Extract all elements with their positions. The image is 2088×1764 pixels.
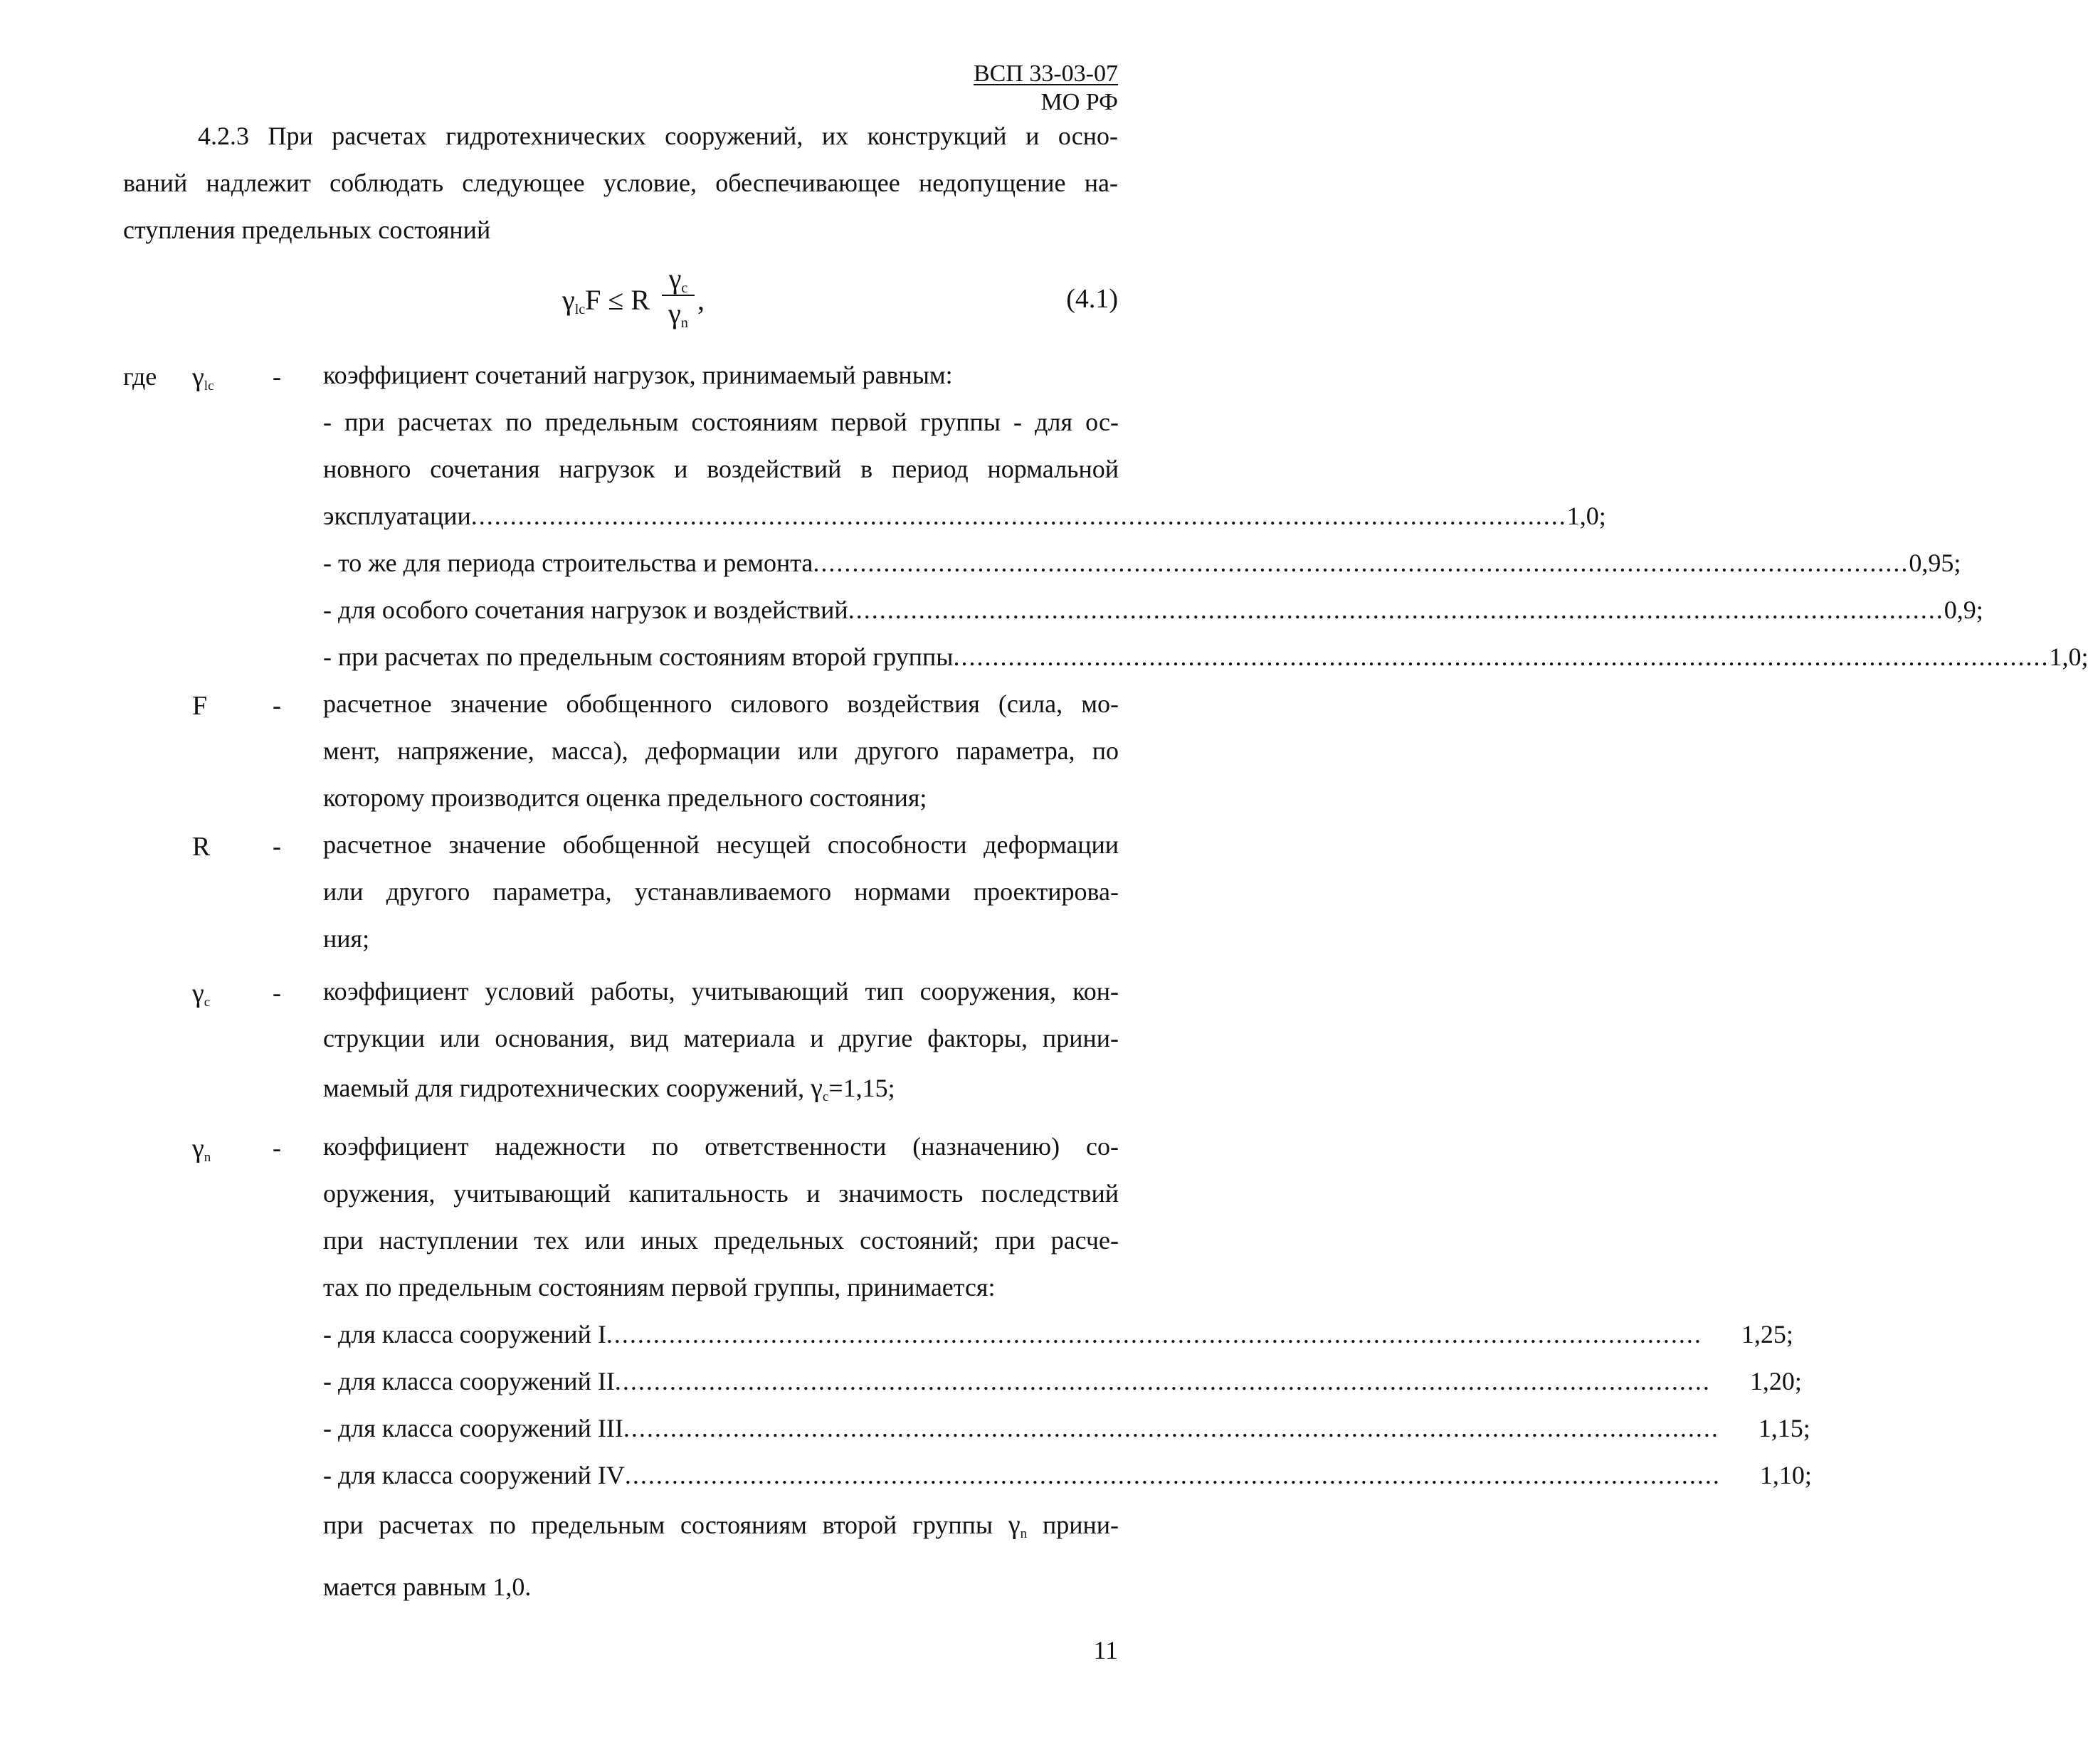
- symbol-gamma-lc: $\gamma_{lc}$: [192, 362, 214, 394]
- definition-line: коэффициент условий работы, учитывающий тип сооружения, кон-: [323, 977, 1119, 1005]
- coefficient-row: - при расчетах по предельным состояниям второй группы ............................................................................................................................................ 1,0;: [323, 633, 1119, 680]
- coefficient-row: эксплуатации ............................................................................................................................................ 1,0;: [323, 492, 1119, 539]
- dot-leader: ............................................................................................................................................: [953, 643, 2050, 671]
- dot-leader: ............................................................................................................................................: [623, 1414, 1719, 1442]
- dot-leader: ............................................................................................................................................: [848, 596, 1944, 624]
- class-coefficient-row: - для класса сооружений III ............................................................................................................................................ 1,15;: [323, 1405, 1119, 1452]
- standard-code: ВСП 33-03-07: [973, 60, 1118, 87]
- definition-line: или другого параметра, устанавливаемого нормами проектирова-: [323, 877, 1119, 906]
- definition-dash: -: [273, 1134, 281, 1162]
- formula-lhs: [562, 283, 650, 318]
- dot-leader: ............................................................................................................................................: [624, 1461, 1721, 1489]
- dot-leader: ............................................................................................................................................: [470, 502, 1567, 530]
- definition-line: - при расчетах по предельным состояниям первой группы - для ос-: [323, 408, 1119, 436]
- definition-line: новного сочетания нагрузок и воздействий в период нормальной: [323, 455, 1119, 483]
- definition-line: которому производится оценка предельного состояния;: [323, 783, 927, 812]
- symbol-gamma-n: $\gamma_n$: [192, 1134, 211, 1165]
- definition-line: при расчетах по предельным состояниям второй группы $\gamma_n$ прини-: [323, 1510, 1119, 1541]
- definition-line: струкции или основания, вид материала и другие факторы, прини-: [323, 1024, 1119, 1052]
- paragraph-line: ступления предельных состояний: [123, 216, 491, 244]
- dot-leader: ............................................................................................................................................: [606, 1320, 1702, 1348]
- symbol-F: F: [192, 691, 208, 721]
- definition-line: маемый для гидротехнических сооружений, $\gamma_c=1,15$;: [323, 1073, 895, 1104]
- fraction-denominator: $\gamma_n$: [668, 297, 688, 331]
- definition-gamma-n: [323, 1123, 1812, 1613]
- definition-line: коэффициент надежности по ответственности (назначению) со-: [323, 1132, 1119, 1161]
- definition-dash: -: [273, 691, 281, 719]
- gamma-symbol: γ: [562, 284, 575, 316]
- coefficient-row: - для особого сочетания нагрузок и воздействий ............................................................................................................................................ 0,9;: [323, 586, 1119, 633]
- definition-line: мается равным 1,0.: [323, 1573, 532, 1601]
- definition-dash: -: [273, 978, 281, 1007]
- definition-line: оружения, учитывающий капитальность и значимость последствий: [323, 1179, 1119, 1208]
- coefficient-row: - то же для периода строительства и ремонта ............................................................................................................................................ 0,95;: [323, 539, 1119, 586]
- definition-line: ния;: [323, 924, 370, 953]
- definition-line: при наступлении тех или иных предельных состояний; при расче-: [323, 1226, 1119, 1255]
- formula-inequality: F ≤ R: [585, 284, 650, 316]
- definition-line: расчетное значение обобщенного силового воздействия (сила, мо-: [323, 690, 1119, 718]
- definition-F: [323, 680, 1119, 821]
- definition-gamma-c: [323, 968, 1119, 1124]
- paragraph-line: 4.2.3 При расчетах гидротехнических сооружений, их конструкций и осно-: [198, 122, 1118, 150]
- definition-line: коэффициент сочетаний нагрузок, принимаемый равным:: [323, 361, 953, 389]
- definition-line: тах по предельным состояниям первой группы, принимается:: [323, 1273, 996, 1301]
- clause-4-2-3-paragraph: [123, 112, 1118, 253]
- equation-number: (4.1): [1066, 284, 1118, 314]
- dot-leader: ............................................................................................................................................: [813, 549, 1909, 577]
- class-coefficient-row: - для класса сооружений I ............................................................................................................................................ 1,25;: [323, 1311, 1119, 1358]
- paragraph-line: ваний надлежит соблюдать следующее условие, обеспечивающее недопущение на-: [123, 169, 1118, 197]
- page-number: 11: [1093, 1636, 1118, 1664]
- definition-dash: -: [273, 362, 281, 391]
- page-header: [974, 60, 1118, 117]
- where-word: где: [123, 362, 157, 391]
- fraction-numerator: $\gamma_c$: [668, 263, 688, 296]
- definition-R: [323, 821, 1119, 962]
- class-coefficient-row: - для класса сооружений IV ............................................................................................................................................ 1,10;: [323, 1452, 1119, 1499]
- subscript: lc: [574, 302, 586, 317]
- definition-line: мент, напряжение, масса), деформации или другого параметра, по: [323, 736, 1119, 765]
- symbol-gamma-c: $\gamma_c$: [192, 978, 211, 1010]
- fraction: [660, 263, 696, 331]
- definition-line: расчетное значение обобщенной несущей способности деформации: [323, 830, 1119, 859]
- symbol-R: R: [192, 832, 211, 862]
- dot-leader: ............................................................................................................................................: [614, 1367, 1711, 1395]
- definition-dash: -: [273, 832, 281, 860]
- definition-gamma-lc: [323, 352, 2088, 680]
- formula-comma: ,: [697, 284, 705, 316]
- organization: МО РФ: [1040, 89, 1118, 115]
- class-coefficient-row: - для класса сооружений II ............................................................................................................................................ 1,20;: [323, 1358, 1119, 1405]
- formula-4-1: [562, 263, 776, 356]
